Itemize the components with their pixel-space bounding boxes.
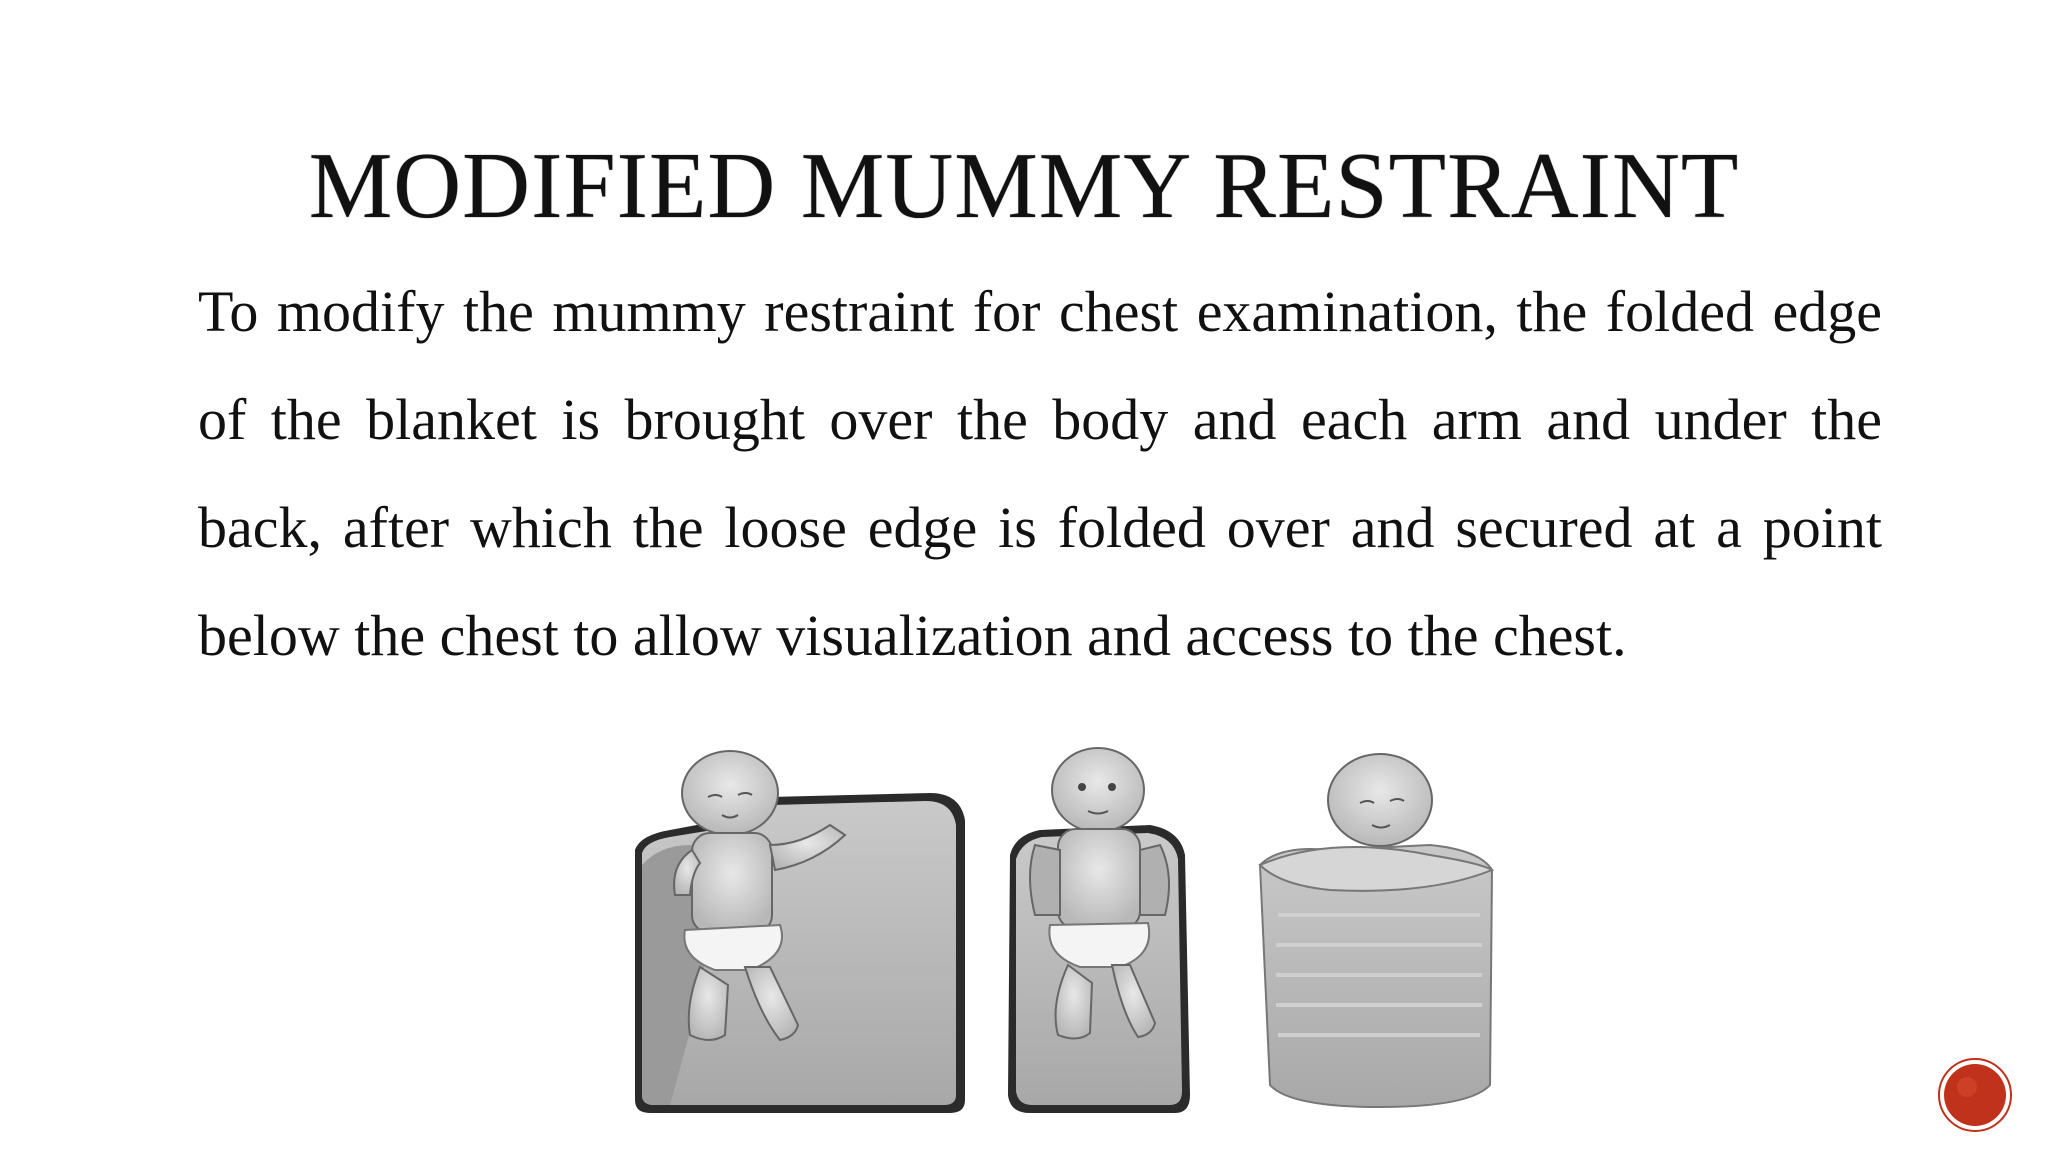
step-3-illustration bbox=[1260, 754, 1492, 1107]
slide-paragraph: To modify the mummy restraint for chest examination, the folded edge of the blanket is brought over the body and each arm and under the back, after which the loose edge is folded over and secured at a point below the chest to allow visualization and access to the chest. bbox=[198, 279, 1882, 668]
step-1-illustration bbox=[635, 751, 965, 1113]
infant-restraint-illustration bbox=[630, 745, 1530, 1125]
slide-number-badge-icon bbox=[1937, 1057, 2013, 1133]
step-2-illustration bbox=[1008, 748, 1190, 1113]
slide-title: MODIFIED MUMMY RESTRAINT bbox=[308, 133, 1740, 238]
